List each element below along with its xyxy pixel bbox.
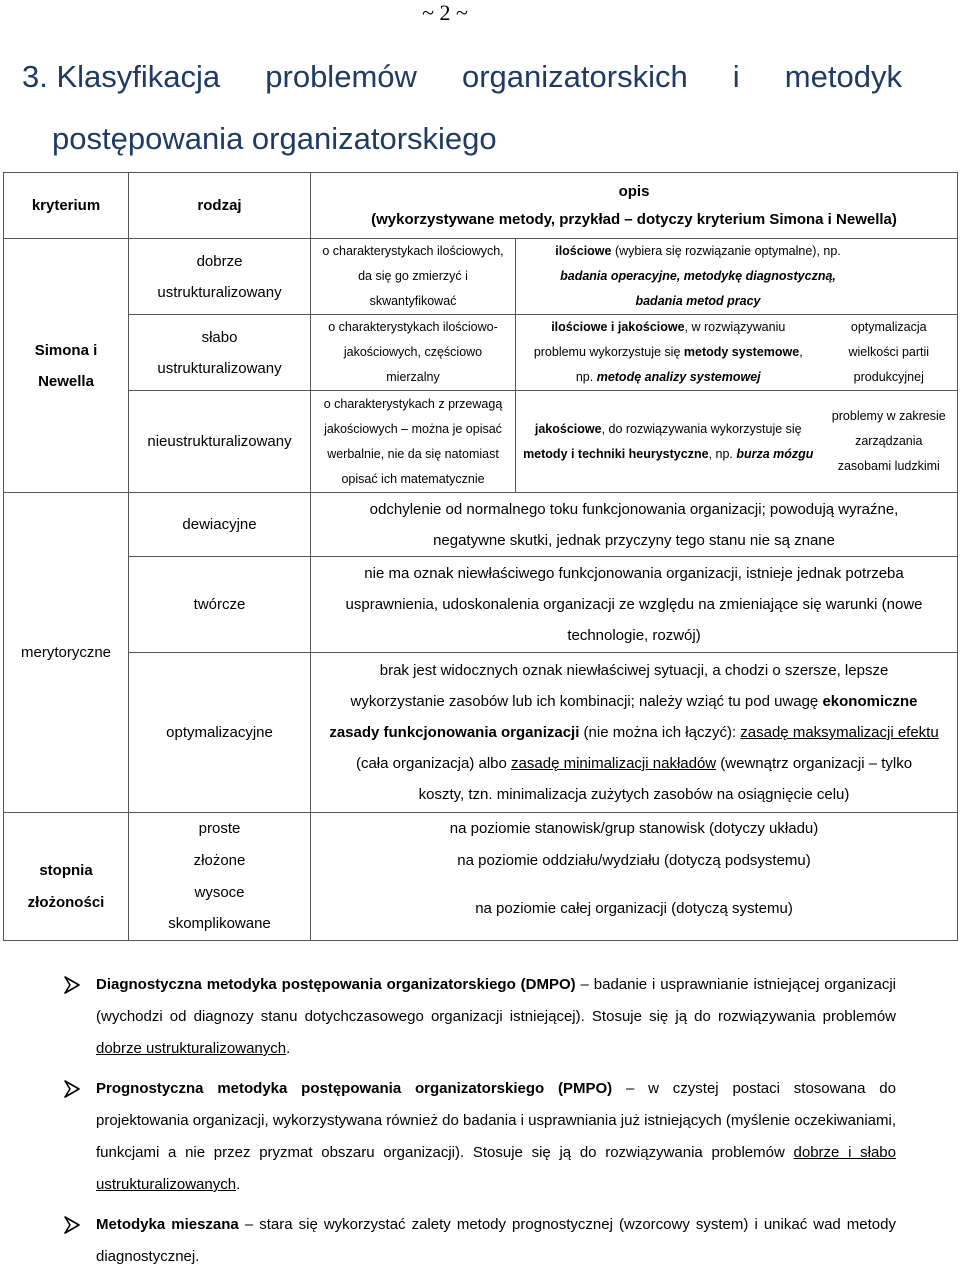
description-cell: odchylenie od normalnego toku funkcjonowania organizacji; powodują wyraźne, negatywne skutki, jednak przyczyny tego stanu nie są znane xyxy=(311,493,958,557)
example-cell: problemy w zakresie zarządzania zasobami ludzkimi xyxy=(821,391,958,493)
table-row xyxy=(4,877,958,941)
type-cell: złożone xyxy=(129,845,311,877)
classification-table xyxy=(3,172,958,941)
table-row xyxy=(4,845,958,877)
example-cell: optymalizacja wielkości partii produkcyjnej xyxy=(821,315,958,391)
heading-word: i xyxy=(732,59,740,94)
table-header-row xyxy=(4,173,958,239)
methods-cell: ilościowe i jakościowe, w rozwiązywaniu problemu wykorzystuje się metody systemowe, np. metodę analizy systemowej xyxy=(516,315,821,391)
heading-word: problemów xyxy=(265,59,417,94)
table-row xyxy=(4,391,958,493)
type-cell: optymalizacyjne xyxy=(129,653,311,813)
list-item: Metodyka mieszana – stara się wykorzystać zalety metody prognostycznej (wzorcowy system) i unikać wad metody diagnostycznej. xyxy=(62,1209,896,1273)
methods-cell: ilościowe (wybiera się rozwiązanie optymalne), np. badania operacyjne, metodykę diagnostyczną, badania metod pracy xyxy=(516,239,958,315)
table-row xyxy=(4,653,958,813)
type-cell: dobrze ustrukturalizowany xyxy=(129,239,311,315)
header-kryterium: kryterium xyxy=(4,173,129,239)
type-cell: twórcze xyxy=(129,557,311,653)
type-cell: wysoce skomplikowane xyxy=(129,877,311,941)
table-row xyxy=(4,813,958,845)
type-cell: proste xyxy=(129,813,311,845)
description-cell: na poziomie oddziału/wydziału (dotyczą podsystemu) xyxy=(311,845,958,877)
section-heading xyxy=(22,46,902,170)
list-item: Diagnostyczna metodyka postępowania organizatorskiego (DMPO) – badanie i usprawnianie istniejącej organizacji (wychodzi od diagnozy stanu dotychczasowego organizacji istniejącej). Stosuje się ją do rozwiązywania problemów dobrze ustrukturalizowanych. xyxy=(62,969,896,1065)
description-cell: na poziomie całej organizacji (dotyczą systemu) xyxy=(311,877,958,941)
list-item: Prognostyczna metodyka postępowania organizatorskiego (PMPO) – w czystej postaci stosowana do projektowania organizacji, wykorzystywana również do badania i usprawniania już istniejących (myślenie oczekiwaniami, funkcjami a nie przez pryzmat obszaru organizacji). Stosuje się ją do rozwiązywania problemów dobrze i słabo ustrukturalizowanych. xyxy=(62,1073,896,1201)
arrowhead-bullet-icon xyxy=(62,1079,82,1099)
header-opis: opis (wykorzystywane metody, przykład – dotyczy kryterium Simona i Newella) xyxy=(311,173,958,239)
table-row xyxy=(4,493,958,557)
characteristics-cell: o charakterystykach ilościowo- jakościowych, częściowo mierzalny xyxy=(311,315,516,391)
table-row xyxy=(4,239,958,315)
description-cell: brak jest widocznych oznak niewłaściwej sytuacji, a chodzi o szersze, lepsze wykorzystanie zasobów lub ich kombinacji; należy wziąć tu pod uwagę ekonomiczne zasady funkcjonowania organizacji (nie można ich łączyć): zasadę maksymalizacji efektu (cała organizacja) albo zasadę minimalizacji nakładów (wewnątrz organizacji – tylko koszty, tzn. minimalizacja zużytych zasobów na osiągnięcie celu) xyxy=(311,653,958,813)
type-cell: słabo ustrukturalizowany xyxy=(129,315,311,391)
heading-word: 3. Klasyfikacja xyxy=(22,59,221,94)
methods-cell: jakościowe, do rozwiązywania wykorzystuje się metody i techniki heurystyczne, np. burza mózgu xyxy=(516,391,821,493)
criterion-simon: Simona i Newella xyxy=(4,239,129,493)
description-cell: nie ma oznak niewłaściwego funkcjonowania organizacji, istnieje jednak potrzeba usprawnienia, udoskonalenia organizacji ze względu na zmieniające się warunki (nowe technologie, rozwój) xyxy=(311,557,958,653)
notes-list xyxy=(62,969,896,1273)
table-row xyxy=(4,315,958,391)
heading-line-2: postępowania organizatorskiego xyxy=(52,121,497,156)
type-cell: nieustrukturalizowany xyxy=(129,391,311,493)
header-rodzaj: rodzaj xyxy=(129,173,311,239)
heading-word: metodyk xyxy=(784,59,902,94)
criterion-merytoryczne: merytoryczne xyxy=(4,493,129,813)
heading-word: organizatorskich xyxy=(461,59,688,94)
description-cell: na poziomie stanowisk/grup stanowisk (dotyczy układu) xyxy=(311,813,958,845)
table-row xyxy=(4,557,958,653)
criterion-stopnia: stopnia złożoności xyxy=(4,813,129,941)
type-cell: dewiacyjne xyxy=(129,493,311,557)
characteristics-cell: o charakterystykach z przewagą jakościowych – można je opisać werbalnie, nie da się natomiast opisać ich matematycznie xyxy=(311,391,516,493)
heading-line-1 xyxy=(22,46,902,108)
arrowhead-bullet-icon xyxy=(62,1215,82,1235)
page-number: ~ 2 ~ xyxy=(422,0,468,25)
characteristics-cell: o charakterystykach ilościowych, da się go zmierzyć i skwantyfikować xyxy=(311,239,516,315)
arrowhead-bullet-icon xyxy=(62,975,82,995)
